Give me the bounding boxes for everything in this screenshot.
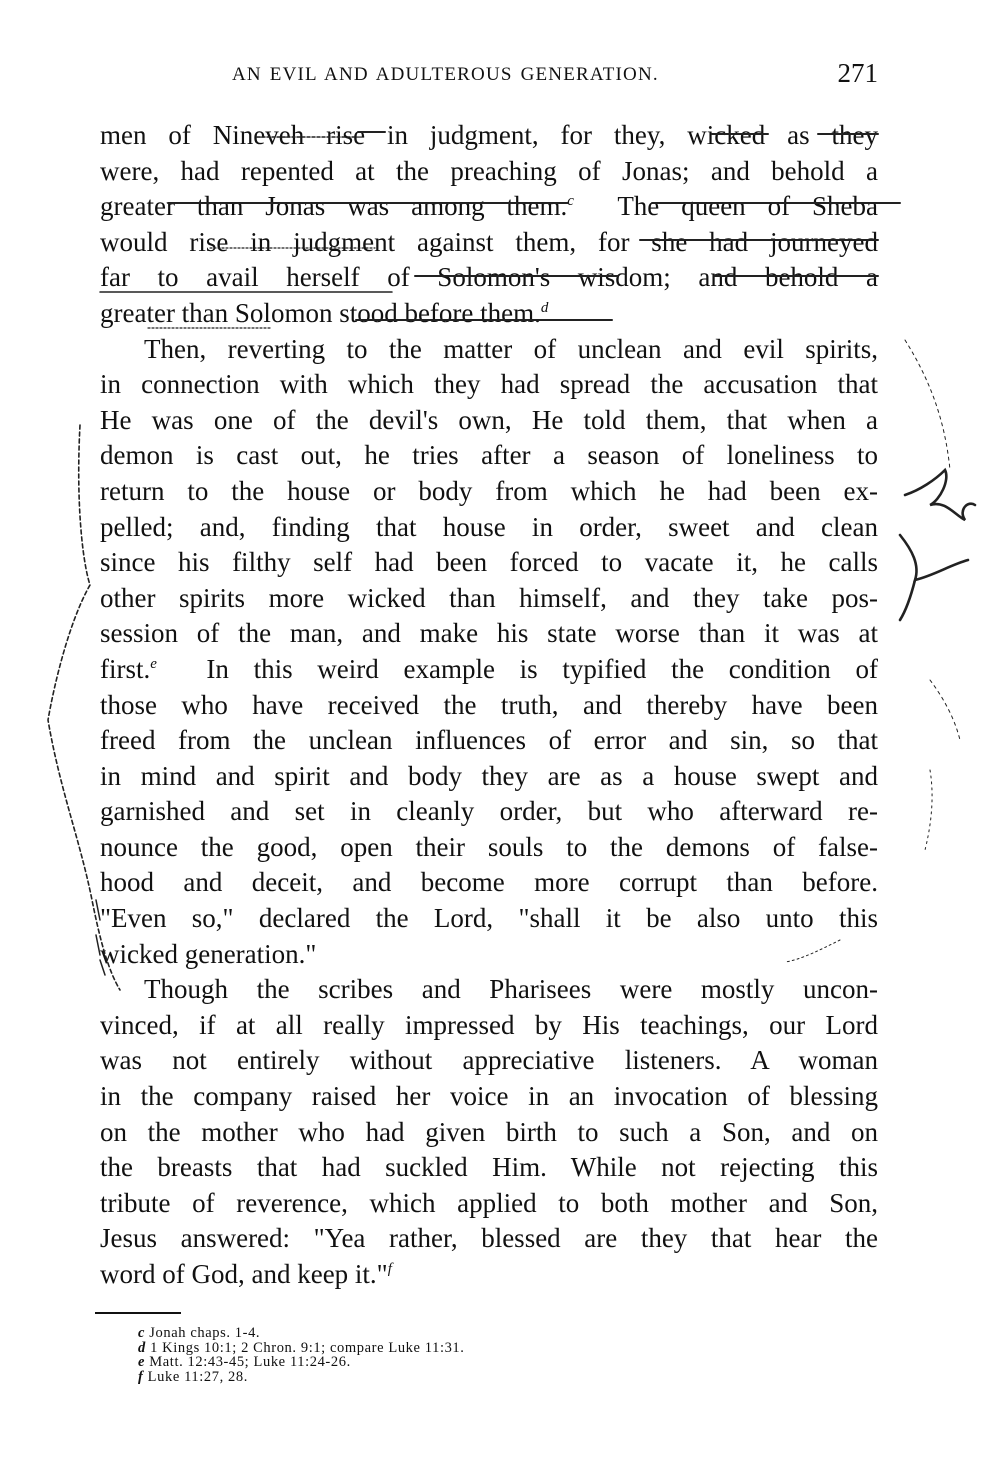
paragraph-2 <box>100 332 878 973</box>
text-line: in mind and spirit and body they are as a house swept and <box>100 760 878 791</box>
text-line: return to the house or body from which he had been ex- <box>100 475 878 506</box>
footnote-text: Luke 11:27, 28. <box>147 1368 248 1385</box>
page-number: 271 <box>837 58 878 88</box>
text-line: the breasts that had suckled Him. While not rejecting this <box>100 1152 878 1183</box>
footnote-mark: f <box>138 1368 144 1385</box>
text-line: freed from the unclean influences of error and sin, so that <box>100 725 878 756</box>
text-line <box>100 652 878 688</box>
text-line: in connection with which they had spread the accusation that <box>100 369 878 400</box>
body-text <box>100 118 878 1293</box>
text-line: would rise in judgment against them, for she had journeyed <box>100 226 878 257</box>
paragraph-3 <box>100 972 878 1292</box>
text-line: in the company raised her voice in an invocation of blessing <box>100 1081 878 1112</box>
footnote-f <box>138 1370 638 1385</box>
handwritten-mark <box>905 470 975 520</box>
text-line: He was one of the devil's own, He told them, that when a <box>100 404 878 435</box>
footnote-rule <box>95 1312 181 1314</box>
text-segment: The queen of Sheba <box>617 191 879 222</box>
margin-bracket <box>925 770 932 850</box>
footnote-e <box>138 1355 638 1370</box>
footnote-c <box>138 1326 638 1341</box>
text-line: demon is cast out, he tries after a season of loneliness to <box>100 440 878 471</box>
text-line <box>100 1257 878 1293</box>
text-line: men of Nineveh rise in judgment, for they, wicked as they <box>100 120 878 150</box>
text-line: tribute of reverence, which applied to both mother and Son, <box>100 1187 878 1218</box>
margin-bracket <box>930 680 960 740</box>
footnote-d <box>138 1341 638 1356</box>
handwritten-mark <box>900 535 968 620</box>
footnote-text: Jonah chaps. 1-4. <box>149 1325 261 1341</box>
text-line <box>100 296 878 332</box>
text-segment: greater than Solomon stood before them. <box>100 297 541 328</box>
text-line: were, had repented at the preaching of Jonas; and behold a <box>100 155 878 186</box>
text-line: garnished and set in cleanly order, but who afterward re- <box>100 796 878 827</box>
text-line <box>100 189 878 225</box>
footnote-ref-f: f <box>387 1261 392 1277</box>
text-line: vinced, if at all really impressed by His teachings, our Lord <box>100 1009 878 1040</box>
text-segment: word of God, and keep it." <box>100 1259 388 1289</box>
text-line: since his filthy self had been forced to vacate it, he calls <box>100 547 878 578</box>
running-title: AN EVIL AND ADULTEROUS GENERATION. <box>232 64 659 85</box>
paragraph-1 <box>100 118 878 332</box>
text-line: pelled; and, finding that house in order, sweet and clean <box>100 511 878 542</box>
text-line: on the mother who had given birth to such a Son, and on <box>100 1116 878 1147</box>
text-line: "Even so," declared the Lord, "shall it be also unto this <box>100 903 878 934</box>
margin-bracket <box>905 340 950 470</box>
text-line: Then, reverting to the matter of unclean and evil spirits, <box>144 333 878 364</box>
text-line: nounce the good, open their souls to the demons of false- <box>100 831 878 862</box>
footnote-mark: e <box>138 1354 146 1370</box>
footnote-ref-e: e <box>150 655 157 672</box>
text-line: far to avail herself of Solomon's wisdom; and behold a <box>100 262 878 293</box>
text-line: those who have received the truth, and thereby have been <box>100 689 878 720</box>
text-line: session of the man, and make his state worse than it was at <box>100 618 878 649</box>
text-line: wicked generation." <box>100 938 317 969</box>
text-segment: In this weird example is typified the condition of <box>206 653 878 684</box>
text-line: Jesus answered: "Yea rather, blessed are they that hear the <box>100 1223 878 1254</box>
text-line: was not entirely without appreciative listeners. A woman <box>100 1045 878 1076</box>
footnote-text: 1 Kings 10:1; 2 Chron. 9:1; compare Luke 11:31. <box>150 1339 465 1356</box>
footnote-text: Matt. 12:43-45; Luke 11:24-26. <box>149 1354 351 1370</box>
footnote-mark: c <box>138 1325 146 1341</box>
text-segment: first. <box>100 653 151 684</box>
text-segment: greater than Jonas was among them. <box>100 191 568 222</box>
text-line: other spirits more wicked than himself, and they take pos- <box>100 582 878 613</box>
footnote-mark: d <box>138 1339 146 1356</box>
footnote-ref-c: c <box>567 193 574 210</box>
text-line: Though the scribes and Pharisees were mostly uncon- <box>144 974 878 1005</box>
footnote-ref-d: d <box>540 299 549 316</box>
running-header <box>100 58 878 94</box>
text-line: hood and deceit, and become more corrupt than before. <box>100 867 878 898</box>
footnotes <box>138 1326 638 1384</box>
